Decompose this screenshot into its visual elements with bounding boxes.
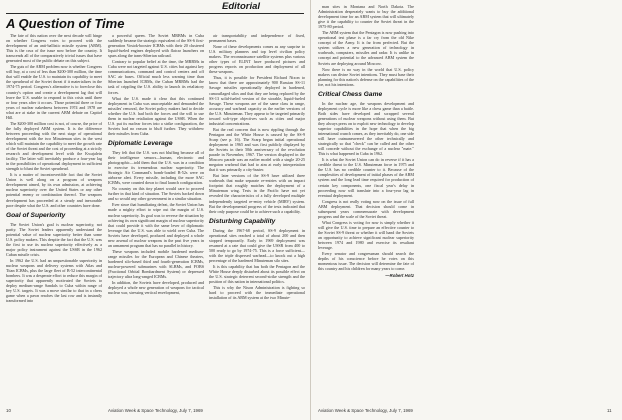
paragraph: Contrary to popular belief at the time, the MRBMs in Cuba were not targeted against U.S. cities but against key communications, command and control centers and off SAC air bases. Official much less warning time than Siberian launched ICBMs, the Cuban MRBMs had the task of crippling the U.S. ability to launch its retaliatory forces.	[108, 59, 204, 95]
paragraph: It is this capability that has both the Pentagon and the White House deeply disturbed about its possible effect on the U.S. strategic deterrent second-strike strength and the position of this nation in international politics.	[209, 263, 305, 285]
paragraph: Now there is no way in the world that U.S. policy makers can divine Soviet intentions. They must base their planning for this nation's defense on the capabilities of the foe, not his intentions.	[318, 66, 414, 87]
blank-column-6	[520, 4, 616, 405]
article-column-1	[6, 33, 102, 405]
article-column-4	[318, 4, 414, 405]
footer-right: Aviation Week & Space Technology, July 7, 1969	[318, 408, 413, 413]
section-label: Editorial	[222, 1, 261, 12]
page-number-right: 11	[607, 408, 612, 413]
paragraph: It is what the Soviet Union can do in reverse if it has a credible threat to the U.S. Minuteman force in 1975 and the U.S. has no credible counter to it. Because of the complexities of development of initial phases of the ABM system and the long lead time required for production of certain key components, one fiscal year's delay in proceeding now will translate into a four-year lag in eventual deployment.	[318, 157, 414, 198]
right-page	[311, 0, 622, 420]
paragraph: Every senator and congressman should search the depths of his conscience before he votes on this momentous issue. The decision will determine the fate of this country and his children for many years to come.	[318, 251, 414, 272]
headline: A Question of Time	[6, 16, 125, 31]
paragraph: These weapons included mobile hardened medium-range missiles for the European and Chinese theaters, hardened silo-based third and fourth-generation ICBMs, nuclear-powered submarines with SLBMs, and FOBS (Fractional Orbital Bombardment System) or depressed trajectory ultra long-ranged ICBMs.	[108, 248, 204, 280]
paragraph: Congress is not really voting now on the issue of full ABM deployment. That decision should come in subsequent years commensurate with development progress and the scale of the Soviet threat.	[318, 198, 414, 219]
paragraph: Ever since that humiliating defeat, the Soviet Union has made a mighty effort to wipe out the margin of U.S. nuclear superiority. Its goal was to reverse the situation by achieving its own significant margin of nuclear superiority that could provide it with the same lever of diplomatic leverage that the U.S. was able to wield over Cuba. The Soviets have developed, produced and deployed a whole new arsenal of nuclear weapons in the past five years in an armament program that has no parallel in history.	[108, 202, 204, 248]
subheading: Diplomatic Leverage	[108, 139, 173, 147]
page-number-left: 10	[6, 408, 11, 413]
paragraph: a powerful queen. The Soviet MRBMs in Cuba suddenly became the strategic equivalent of the SS-6 first-generation Vostok-booster ICBMs with their 20 clustered liquid-fueled engines deployed with flatcar launchers on spurs along the trans-Siberian railroad.	[108, 33, 204, 59]
subheading: Disturbing Capability	[209, 217, 276, 225]
paragraph: What the U.S. made it clear that this continued deployment in Cuba was unacceptable and demanded the missiles' removal, the Soviet policy makers had to decide whether the U.S. had both the forces and the will to use them in nuclear retaliation against the USSR. When the U.S. put its nuclear forces into a strike configuration, the Soviets had no reason to bluff further. They withdrew their missiles from Cuba.	[108, 95, 204, 136]
paragraph: They felt that the U.S. was not bluffing because all of their intelligence sensors—human, electronic and photographic—told them that the U.S. was in a condition to exercise its tremendous nuclear superiority. The Strategic Air Command's bomb-loaded B-52s were on airborne alert. Every missile, including the more SAC ICBMs, were counted down to final launch configuration.	[108, 149, 204, 186]
paragraph: The ABM system that the Pentagon is now pushing into operational test phase is a far cry from the old Nike concept of the Army. It is far from perfected. But the system utilizes a new generation of technology in warheads, computers, missiles and radar. It is unlike in concept and potential to the advanced ABM system the Soviets are deploying around Moscow.	[318, 30, 414, 66]
paragraph: air transportability and independence of fixed, permanent bases.	[209, 33, 305, 44]
paragraph: The Soviet Union's goal is nuclear superiority, not parity. The Soviet leaders apparently understand the potential value of nuclear superiority better than some U.S. policy makers. This despite the fact that the U.S. was the first to use its nuclear superiority effectively as a major policy instrument against the USSR in the 1962 Cuban missile crisis.	[6, 221, 102, 257]
paragraph: In 1962 the U.S. had an unquestionable superiority in nuclear weapons and delivery systems with Atlas and Titan ICBMs, plus the large fleet of B-52 intercontinental bombers. It was a desperate effort to reduce this margin of superiority that apparently motivated the Soviets to deploy medium-range Sandals to Cuba within range of key U.S. targets. It was a move similar to that in a chess game when a pawn reaches the last row and is instantly transformed into	[6, 257, 102, 304]
paragraph: Thus, it is possible for President Richard Nixon to know that there are approximately 900 Russian SS-11 Savage missiles operationally deployed in hardened, camouflaged silos and that they are being replaced by the SS-13 solid-fueled version of the storable, liquid-fueled Savage. These weapons are of the same class in range, accuracy and warhead capacity as the earlier versions of the U.S. Minuteman. They appear to be targeted primarily toward soft-type objectives such as cities and major industrial concentrations.	[209, 75, 305, 126]
paragraph: In the nuclear age, the weapons development and deployment cycle is more like a chess game than a battle. Both sides have developed and scrapped several generations of nuclear weapons without using them. But they always press on to exploit new technology to develop superior capabilities in the hope that when the big international crunch comes, as they inevitably do, one side will have outmaneuvered the other technically and strategically so that "check" can be called and the other will concede without the exchange of a nuclear "mate." This is what happened in Cuba in 1962.	[318, 100, 414, 157]
footer-left: Aviation Week & Space Technology, July 7, 1969	[108, 408, 203, 413]
paragraph: But later versions of the SS-9 have utilized three warheads that make separate re-entries with an impact footprint that roughly matches the deployment of a Minuteman wing. Tests in the Pacific have not yet revealed the characteristics of a fully developed multiple independently targeted re-entry vehicle (MIRV) system. But the developmental progress of the tests indicated that their only purpose could be to achieve such a capability.	[209, 173, 305, 214]
subheading: Critical Chess Game	[318, 90, 383, 98]
blank-column-5	[419, 4, 515, 405]
paragraph: During the 1967-68 period, SS-9 deployment in operational sites reached a total of about 200 and then stopped temporarily. Early in 1969 deployment was resumed at a rate that could give the USSR from 400 to 500 ready to go by 1974-75. This is a force sufficient—with the triple dispersed warhead—to knock out a high percentage of the hardened Minuteman silo sites.	[209, 227, 305, 263]
article-column-2	[108, 33, 204, 405]
paragraph: The fate of this nation over the next decade will hinge on whether Congress votes to proceed with the development of an anti-ballistic missile system (ABM). This is the crux of the issue now before the country. It transcends all of the comparatively trivial issues that have generated most of the public debate on this subject.	[6, 33, 102, 64]
paragraph: But the real concern that is now rippling through the Pentagon and the White House is caused by the SS-9 Scarp (see p. 16). The Scarp began initial operational deployment in 1965 and was first publicly displayed by the Soviets in their 50th anniversary of the revolution parade in November, 1967. The version displayed in the Moscow parade was an earlier model with a single 20-25 megaton warhead that had to aim at early interpretation that it was primarily a city-buster.	[209, 126, 305, 173]
paragraph: The $200-300 million cost is not, of course, the price of the fully deployed ABM system. It is the difference between proceeding with the next stage of operational development with the two Minuteman sites in the west which will maintain the capability to meet the growth rate of the Soviet threat and the cost of proceeding at a strictly research and development level with the Kwajalein facility. The latter will inevitably produce a four-year lag in the possibilities of operational deployment in sufficient strength to blunt the Soviet spearhead.	[6, 120, 102, 172]
paragraph: No country on this tiny planet would care to proceed further in that kind of situation. The Soviets backed down and so would any other government in a similar situation.	[108, 186, 204, 202]
paragraph: What Congress is voting for now is simply whether it will give the U.S. time to prepare an effective counter to the Soviet SS-9 threat or whether it will hand the Soviets an opportunity to achieve significant nuclear superiority between 1974 and 1980 and exercise its resultant leverage.	[318, 219, 414, 251]
paragraph: None of these developments comes as any surprise to U.S. military planners and top level civilian policy makers. The reconnaissance satellite systems plus various other types of ELINT have produced pictures and progress reports on production and deployment of all these weapons.	[209, 44, 305, 75]
paragraph: It is a matter of incontrovertible fact that the Soviet Union is well along on a program of weapons development aimed, by its own admission, at achieving nuclear superiority over the United States or any other potential enemy or combination thereof. The weapons development has proceeded at a steady and inexorable pace despite what the U.S. and other countries have done.	[6, 172, 102, 208]
paragraph: man sites in Montana and North Dakota. The Administration desperately wants to buy the additional development time for an ABM system that will ultimately give it the capability to counter the Soviet threat in the 1975-80 period.	[318, 4, 414, 30]
paragraph: This is why the Nixon Administration is fighting so hard to proceed with the immediate operational installation of its ABM system at the two Minute-	[209, 285, 305, 301]
header-rule	[6, 13, 304, 14]
byline: —Robert Hotz	[385, 273, 414, 279]
subheading: Goal of Superiority	[6, 211, 66, 219]
article-column-3	[209, 33, 305, 405]
paragraph: In addition, the Soviets have developed, produced and deployed a whole new generation of weapons for tactical nuclear war, stressing vertical envelopment,	[108, 280, 204, 296]
paragraph: The guts of the ABM problem now is whether Congress will buy, at a cost of less than $200-300 million, the time that will enable the U.S. to maintain its capability to meet the spearhead of the Soviet threat if it materializes in the 1974-75 period. Congress's alternative is to foreclose this country's option and create a development lag that will leave the U.S. unable to respond to this crisis until three or four years after it occurs. Those potential three or four years of nuclear nakedness between 1974 and 1978 are what are at stake in the current ABM debate on Capitol Hill.	[6, 64, 102, 120]
